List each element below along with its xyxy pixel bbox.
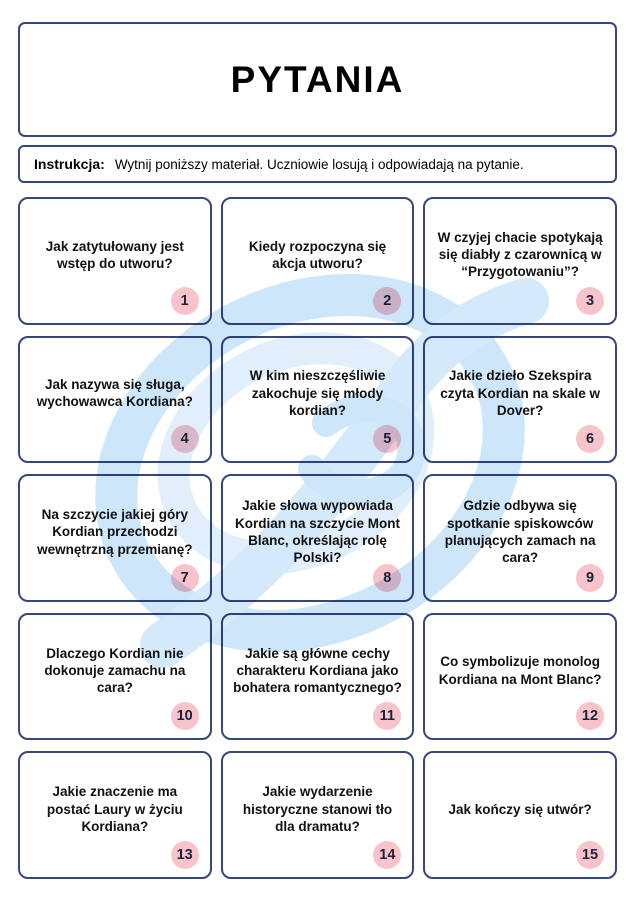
question-text: W czyjej chacie spotykają się diabły z czarownicą w “Przygotowaniu”? bbox=[437, 229, 603, 280]
question-card-7 bbox=[18, 474, 212, 602]
question-text: W kim nieszczęśliwie zakochuje się młody kordian? bbox=[249, 368, 386, 419]
title-box bbox=[18, 22, 617, 137]
number-badge: 10 bbox=[171, 702, 199, 730]
number-badge: 3 bbox=[576, 287, 604, 315]
page-title: PYTANIA bbox=[230, 58, 405, 100]
instruction-box bbox=[18, 145, 617, 183]
question-card-8 bbox=[221, 474, 415, 602]
number-badge: 12 bbox=[576, 702, 604, 730]
question-text: Gdzie odbywa się spotkanie spiskowców planujących zamach na cara? bbox=[444, 498, 596, 566]
question-text: Jakie znaczenie ma postać Laury w życiu Kordiana? bbox=[46, 784, 183, 834]
number-badge: 2 bbox=[373, 287, 401, 315]
number-badge: 5 bbox=[373, 425, 401, 453]
question-text: Jak kończy się utwór? bbox=[448, 801, 592, 817]
number-badge: 8 bbox=[373, 564, 401, 592]
question-card-1 bbox=[18, 197, 212, 325]
question-text: Jak zatytułowany jest wstęp do utworu? bbox=[45, 238, 184, 271]
question-text: Co symbolizuje monolog Kordiana na Mont Blanc? bbox=[438, 654, 602, 687]
number-badge: 13 bbox=[171, 841, 199, 869]
question-card-9 bbox=[423, 474, 617, 602]
question-text: Jakie dzieło Szekspira czyta Kordian na skale w Dover? bbox=[440, 368, 601, 419]
question-card-2 bbox=[221, 197, 415, 325]
question-text: Jakie wydarzenie historyczne stanowi tło dla dramatu? bbox=[242, 784, 393, 834]
number-badge: 4 bbox=[171, 425, 199, 453]
instruction-label: Instrukcja: bbox=[34, 156, 105, 172]
question-text: Jakie słowa wypowiada Kordian na szczycie Mont Blanc, określając rolę Polski? bbox=[234, 498, 401, 566]
question-card-11 bbox=[221, 613, 415, 741]
number-badge: 1 bbox=[171, 287, 199, 315]
question-card-14 bbox=[221, 751, 415, 879]
number-badge: 7 bbox=[171, 564, 199, 592]
question-text: Kiedy rozpoczyna się akcja utworu? bbox=[248, 238, 387, 271]
question-text: Jak nazywa się sługa, wychowawca Kordiana? bbox=[36, 377, 193, 410]
number-badge: 6 bbox=[576, 425, 604, 453]
instruction-text: Wytnij poniższy materiał. Uczniowie losują i odpowiadają na pytanie. bbox=[114, 156, 524, 172]
question-text: Jakie są główne cechy charakteru Kordiana jako bohatera romantycznego? bbox=[233, 645, 402, 696]
question-card-5 bbox=[221, 336, 415, 464]
number-badge: 14 bbox=[373, 841, 401, 869]
number-badge: 15 bbox=[576, 841, 604, 869]
question-card-4 bbox=[18, 336, 212, 464]
number-badge: 9 bbox=[576, 564, 604, 592]
question-card-13 bbox=[18, 751, 212, 879]
question-cards-grid bbox=[18, 197, 617, 879]
question-card-12 bbox=[423, 613, 617, 741]
number-badge: 11 bbox=[373, 702, 401, 730]
question-text: Na szczycie jakiej góry Kordian przechodzi wewnętrzną przemianę? bbox=[37, 507, 193, 557]
question-text: Dlaczego Kordian nie dokonuje zamachu na cara? bbox=[44, 645, 186, 696]
question-card-10 bbox=[18, 613, 212, 741]
question-card-6 bbox=[423, 336, 617, 464]
question-card-3 bbox=[423, 197, 617, 325]
question-card-15 bbox=[423, 751, 617, 879]
